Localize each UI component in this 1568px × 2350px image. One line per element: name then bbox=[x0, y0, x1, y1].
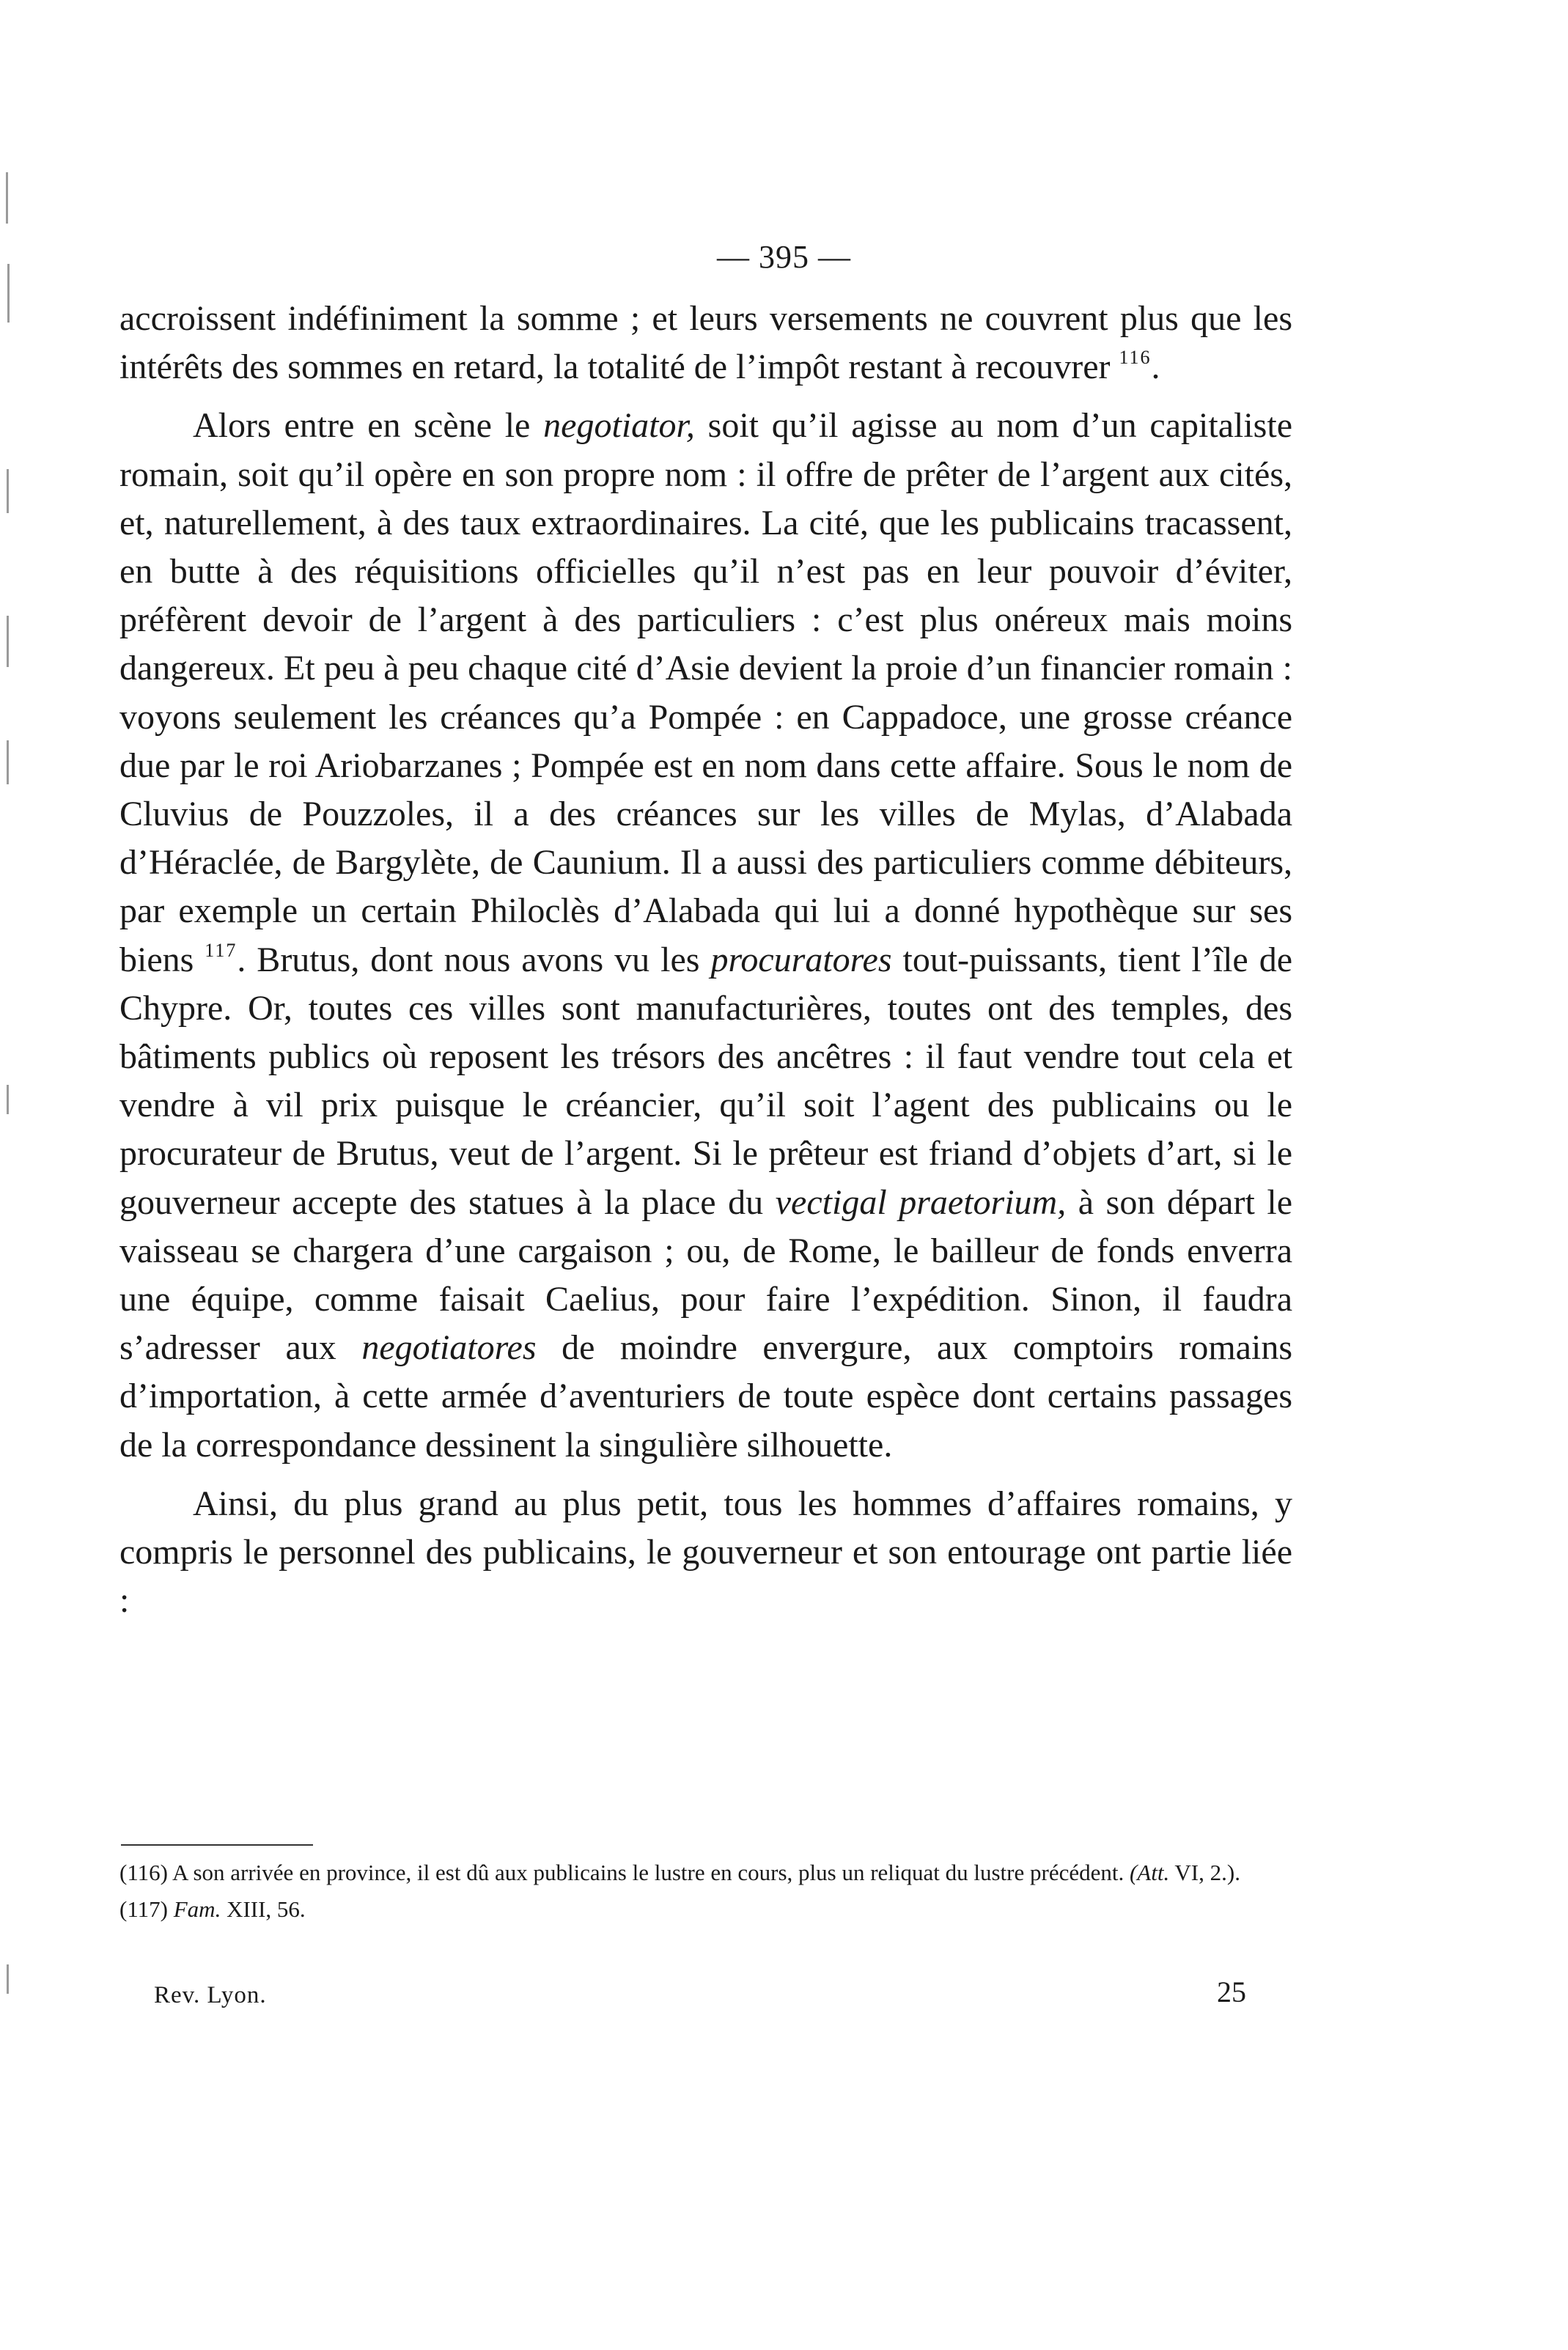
scan-margin-mark bbox=[6, 172, 8, 224]
text-run: tout-puissants, tient l’île de Chypre. Or, toutes ces villes sont manufacturières, toutes ont des temples, des bâtiments publics où reposent les trésors des ancêtres : il faut vendre tout cela et vendre à vil prix puisque le créancier, qu’il soit l’agent des publicains ou le procurateur de Brutus, veut de l’argent. Si le prêteur est friand d’objets d’art, si le gouverneur accepte des statues à la place du bbox=[119, 940, 1292, 1222]
paragraph-2 bbox=[119, 402, 1292, 1469]
footnote-117 bbox=[119, 1894, 1292, 1925]
italic-text: (Att. bbox=[1129, 1860, 1170, 1885]
scan-margin-mark bbox=[7, 1085, 9, 1114]
scan-margin-mark bbox=[7, 1964, 9, 1994]
scan-margin-mark bbox=[7, 469, 9, 513]
text-run: (117) bbox=[119, 1896, 174, 1922]
text-run: . bbox=[1151, 347, 1160, 387]
paragraph-3 bbox=[119, 1480, 1292, 1626]
footnote-reference: 117 bbox=[205, 939, 238, 961]
italic-text: procuratores bbox=[710, 940, 892, 979]
page-number: — 395 — bbox=[717, 239, 851, 275]
signature-number: 25 bbox=[1217, 1975, 1246, 2008]
italic-text: negotiator, bbox=[543, 406, 695, 446]
text-run: accroissent indéfiniment la somme ; et leurs versements ne couvrent plus que les intérêts des sommes en retard, la totalité de l’impôt restant à recouvrer bbox=[119, 299, 1292, 387]
text-run: Ainsi, du plus grand au plus petit, tous les hommes d’affaires romains, y compris le personnel des publicains, le gouverneur et son entourage ont partie liée : bbox=[119, 1484, 1292, 1621]
text-run: (116) A son arrivée en province, il est dû aux publicains le lustre en cours, plus un reliquat du lustre précédent. bbox=[119, 1860, 1130, 1885]
scan-margin-mark bbox=[7, 740, 9, 784]
italic-text: Fam. bbox=[173, 1896, 221, 1922]
footnotes bbox=[119, 1857, 1292, 1925]
text-run: à son départ le vaisseau se chargera d’une cargaison ; ou, de Rome, le bailleur de fonds enverra une équipe, comme faisait Caelius, pour faire l’expédition. Sinon, il faudra s’adresser aux bbox=[119, 1182, 1293, 1368]
body-text bbox=[119, 295, 1292, 1625]
text-run: soit qu’il agisse au nom d’un capitaliste romain, soit qu’il opère en son propre nom : il offre de prêter de l’argent aux cités, et, naturellement, à des taux extraordinaires. La cité, que les publicains tracassent, en butte à des réquisitions officielles qu’il n’est pas en leur pouvoir d’éviter, préfèrent devoir de l’argent à des particuliers : c’est plus onéreux mais moins dangereux. Et peu à peu chaque cité d’Asie devient la proie d’un financier romain : voyons seulement les créances qu’a Pompée : en Cappadoce, une grosse créance due par le roi Ariobarzanes ; Pompée est en nom dans cette affaire. Sous le nom de Cluvius de Pouzzoles, il a des créances sur les villes de Mylas, d’Alabada d’Héraclée, de Bargylète, de Caunium. Il a aussi des particuliers comme débiteurs, par exemple un certain Philoclès d’Alabada qui lui a donné hypothèque sur ses biens bbox=[119, 406, 1293, 979]
paragraph-1 bbox=[119, 295, 1292, 391]
scan-margin-mark bbox=[7, 264, 10, 323]
italic-text: vectigal praetorium, bbox=[775, 1182, 1067, 1222]
journal-abbreviation: Rev. Lyon. bbox=[154, 1982, 267, 2008]
footnote-116 bbox=[119, 1857, 1292, 1888]
italic-text: negotiatores bbox=[361, 1328, 537, 1368]
text-run: . Brutus, dont nous avons vu les bbox=[237, 940, 711, 979]
scan-margin-mark bbox=[7, 616, 9, 667]
footnote-reference: 116 bbox=[1119, 347, 1152, 369]
text-run: VI, 2.). bbox=[1169, 1860, 1240, 1885]
text-run: XIII, 56. bbox=[221, 1896, 306, 1922]
footnote-separator bbox=[121, 1844, 313, 1846]
text-run: Alors entre en scène le bbox=[193, 406, 544, 446]
text-run: de moindre envergure, aux comptoirs romains d’importation, à cette armée d’aventuriers de toute espèce dont certains passages de la correspondance dessinent la singulière silhouette. bbox=[119, 1328, 1292, 1465]
